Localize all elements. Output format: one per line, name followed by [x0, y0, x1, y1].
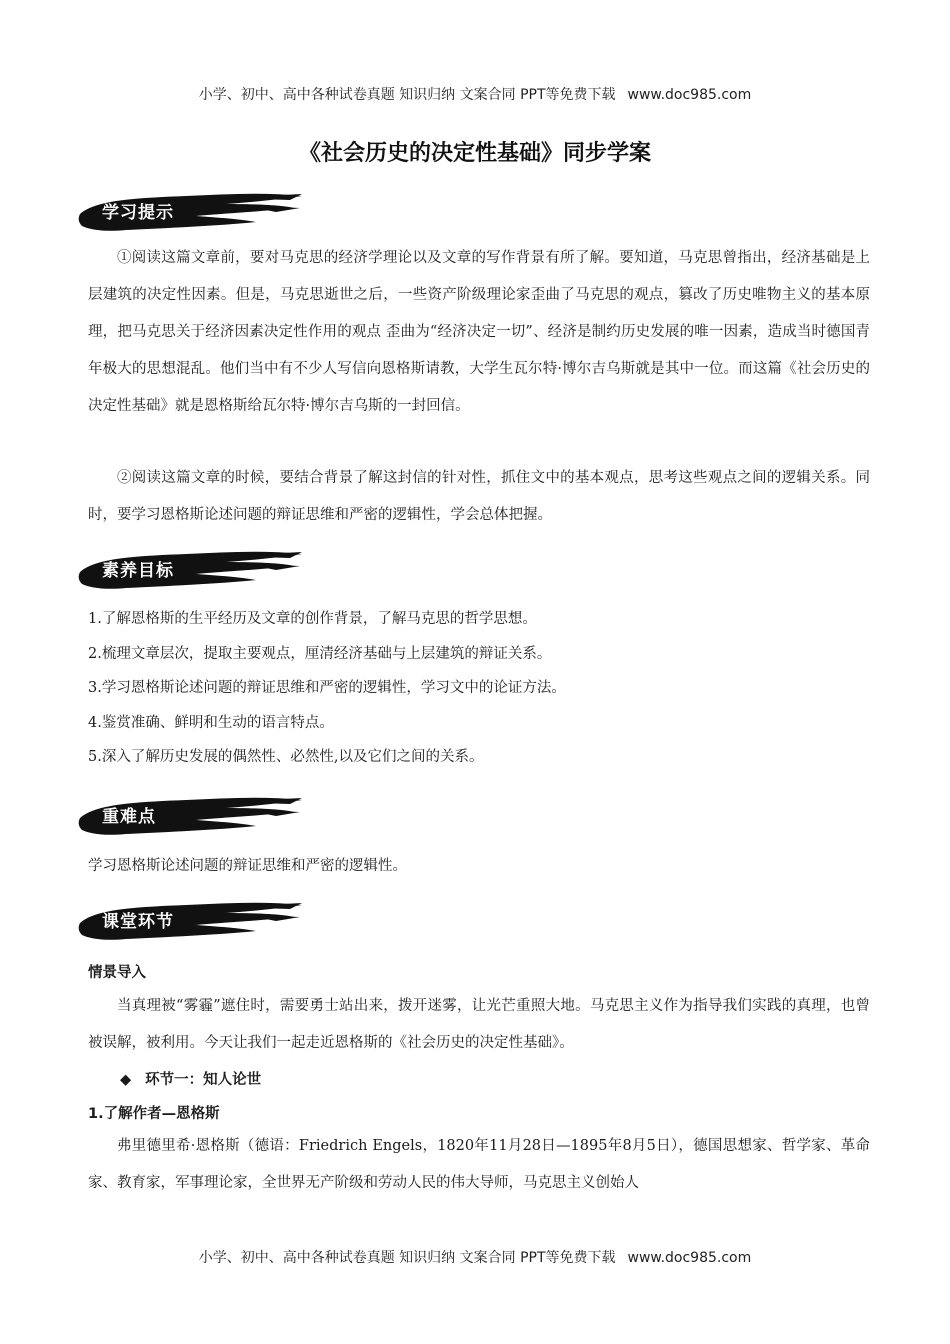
section-heading-label: 重难点	[102, 807, 156, 827]
list-item: 5.深入了解历史发展的偶然性、必然性,以及它们之间的关系。	[88, 749, 484, 765]
section-heading-label: 课堂环节	[102, 912, 174, 932]
author-subheading: 1.了解作者—恩格斯	[88, 1106, 220, 1122]
tips-paragraph-1: ①阅读这篇文章前，要对马克思的经济学理论以及文章的写作背景有所了解。要知道，马克思曾指出，经济基础是上层建筑的决定性因素。但是，马克思逝世之后，一些资产阶级理论家歪曲了马克思的观点，篡改了历史唯物主义的基本原理，把马克思关于经济因素决定性作用的观点 歪曲为“经济决定一切”、经济是制约历史发展的唯一因素，造成当时德国青年极大的思想混乱。他们当中有不少人写信向恩格斯请教，大学生瓦尔特·博尔吉乌斯就是其中一位。而这篇《社会历史的决定性基础》就是恩格斯给瓦尔特·博尔吉乌斯的一封回信。	[88, 250, 870, 414]
section-heading-classroom	[76, 895, 304, 947]
diamond-bullet-icon: ◆	[120, 1072, 132, 1088]
intro-heading: 情景导入	[88, 965, 146, 981]
section-heading-goals	[76, 544, 304, 596]
goals-list	[88, 602, 878, 775]
section-heading-label: 素养目标	[102, 561, 174, 581]
footer-banner-text: 小学、初中、高中各种试卷真题 知识归纳 文案合同 PPT等免费下载	[198, 1250, 616, 1266]
footer-banner-url[interactable]: www.doc985.com	[627, 1250, 752, 1266]
footer-banner	[0, 1247, 950, 1267]
header-banner-url[interactable]: www.doc985.com	[627, 87, 752, 103]
section-heading-label: 学习提示	[102, 203, 174, 223]
step-title: 环节一：知人论世	[145, 1072, 262, 1088]
section-heading-key-points	[76, 790, 304, 842]
intro-paragraph: 当真理被“雾霾”遮住时，需要勇士站出来，拨开迷雾，让光芒重照大地。马克思主义作为指导我们实践的真理，也曾被误解，被利用。今天让我们一起走近恩格斯的《社会历史的决定性基础》。	[88, 998, 870, 1051]
section-heading-tips	[76, 186, 304, 238]
list-item: 2.梳理文章层次，提取主要观点，厘清经济基础与上层建筑的辩证关系。	[88, 645, 552, 662]
key-points-text: 学习恩格斯论述问题的辩证思维和严密的逻辑性。	[88, 858, 407, 874]
author-paragraph: 弗里德里希·恩格斯（德语：Friedrich Engels，1820年11月28日—1895年8月5日），德国思想家、哲学家、革命家、教育家，军事理论家，全世界无产阶级和劳动人民的伟大导师，马克思主义创始人	[88, 1138, 870, 1191]
list-item: 4.鉴赏准确、鲜明和生动的语言特点。	[88, 714, 334, 731]
step-heading	[120, 1068, 261, 1089]
header-banner-text: 小学、初中、高中各种试卷真题 知识归纳 文案合同 PPT等免费下载	[198, 87, 616, 103]
tips-paragraph-2: ②阅读这篇文章的时候，要结合背景了解这封信的针对性，抓住文中的基本观点，思考这些观点之间的逻辑关系。同时，要学习恩格斯论述问题的辩证思维和严密的逻辑性，学会总体把握。	[88, 470, 870, 523]
list-item: 3.学习恩格斯论述问题的辩证思维和严密的逻辑性，学习文中的论证方法。	[88, 680, 566, 696]
header-banner	[0, 84, 950, 104]
list-item: 1.了解恩格斯的生平经历及文章的创作背景，了解马克思的哲学思想。	[88, 611, 537, 627]
document-title: 《社会历史的决定性基础》同步学案	[298, 141, 651, 166]
